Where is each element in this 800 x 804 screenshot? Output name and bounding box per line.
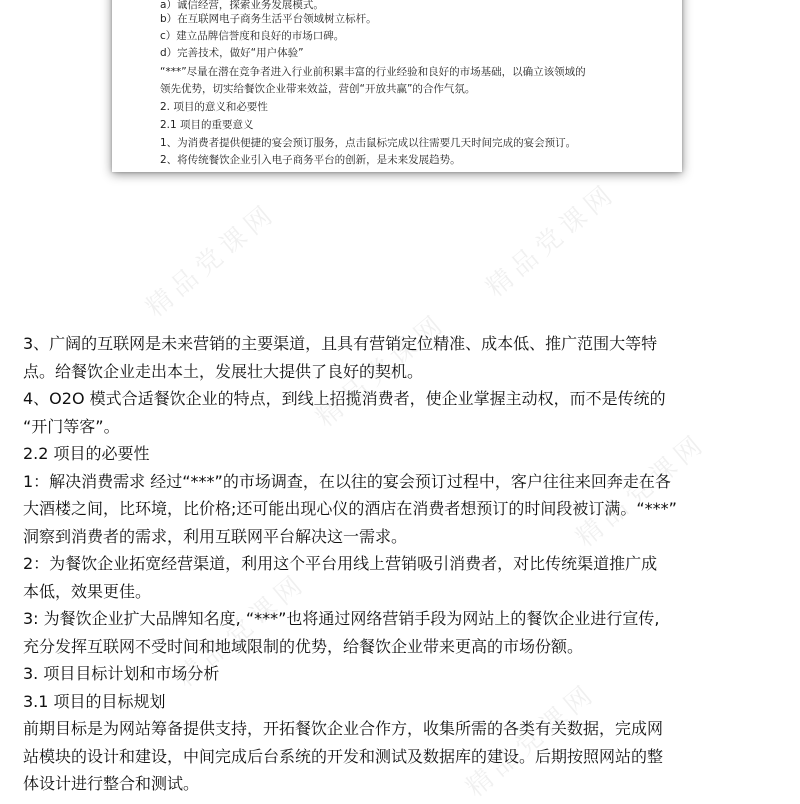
card-line: d）完善技术，做好“用户体验” xyxy=(160,47,304,59)
section-heading: 3. 项目目标计划和市场分析 xyxy=(23,664,220,683)
card-line: a）诚信经营，探索业务发展模式。 xyxy=(160,0,324,11)
body-line: 点。给餐饮企业走出本土，发展壮大提供了良好的契机。 xyxy=(23,361,424,381)
section-heading: 3.1 项目的目标规划 xyxy=(23,691,166,711)
watermark-text: 精品党课网 xyxy=(480,177,623,304)
section-heading: 2.2 项目的必要性 xyxy=(23,444,150,463)
body-line: 4、O2O 模式合适餐饮企业的特点，到线上招揽消费者，使企业掌握主动权，而不是传统的 xyxy=(23,389,666,408)
card-line: 1、为消费者提供便捷的宴会预订服务，点击鼠标完成以往需要几天时间完成的宴会预订。 xyxy=(160,137,577,149)
body-line: 体设计进行整合和测试。 xyxy=(23,774,200,793)
card-line: 2.1 项目的重要意义 xyxy=(160,119,254,131)
body-line: 2：为餐饮企业拓宽经营渠道，利用这个平台用线上营销吸引消费者，对比传统渠道推广成 xyxy=(23,554,658,573)
watermark-text: 精品党课网 xyxy=(310,307,453,434)
body-line: 大酒楼之间，比环境，比价格;还可能出现心仪的酒店在消费者想预订的时间段被订满。“***” xyxy=(23,499,677,518)
card-line: c）建立品牌信誉度和良好的市场口碑。 xyxy=(160,30,345,42)
document-preview-card xyxy=(112,0,682,172)
card-line: 领先优势，切实给餐饮企业带来效益，营创“开放共赢”的合作气氛。 xyxy=(160,83,476,95)
card-line: b）在互联网电子商务生活平台领域树立标杆。 xyxy=(160,13,377,25)
body-line: 3、广阔的互联网是未来营销的主要渠道，且具有营销定位精准、成本低、推广范围大等特 xyxy=(23,334,658,353)
card-line: “***”尽量在潜在竞争者进入行业前积累丰富的行业经验和良好的市场基础，以确立该领域的 xyxy=(160,66,586,78)
body-line: 本低，效果更佳。 xyxy=(23,581,152,601)
card-line: 2、将传统餐饮企业引入电子商务平台的创新，是未来发展趋势。 xyxy=(160,154,461,166)
card-line: 2. 项目的意义和必要性 xyxy=(160,101,268,113)
document-body xyxy=(23,330,783,798)
body-line: 站模块的设计和建设，中间完成后台系统的开发和测试及数据库的建设。后期按照网站的整 xyxy=(23,746,664,766)
watermark-text: 精品党课网 xyxy=(140,197,283,324)
body-line: 洞察到消费者的需求，利用互联网平台解决这一需求。 xyxy=(23,526,408,546)
body-line: 3: 为餐饮企业扩大品牌知名度, “***”也将通过网络营销手段为网站上的餐饮企业进行宣传, xyxy=(23,609,660,628)
body-line: 充分发挥互联网不受时间和地域限制的优势，给餐饮企业带来更高的市场份额。 xyxy=(23,636,584,656)
body-line: “开门等客”。 xyxy=(23,416,120,436)
watermark-text: 精品党课网 xyxy=(460,677,603,804)
body-line: 前期目标是为网站筹备提供支持，开拓餐饮企业合作方，收集所需的各类有关数据，完成网 xyxy=(23,719,664,738)
watermark-text: 精品党课网 xyxy=(570,427,713,554)
watermark-text: 精品党课网 xyxy=(170,567,313,694)
body-line: 1：解决消费需求 经过“***”的市场调查，在以往的宴会预订过程中，客户往往来回奔走在各 xyxy=(23,471,671,491)
